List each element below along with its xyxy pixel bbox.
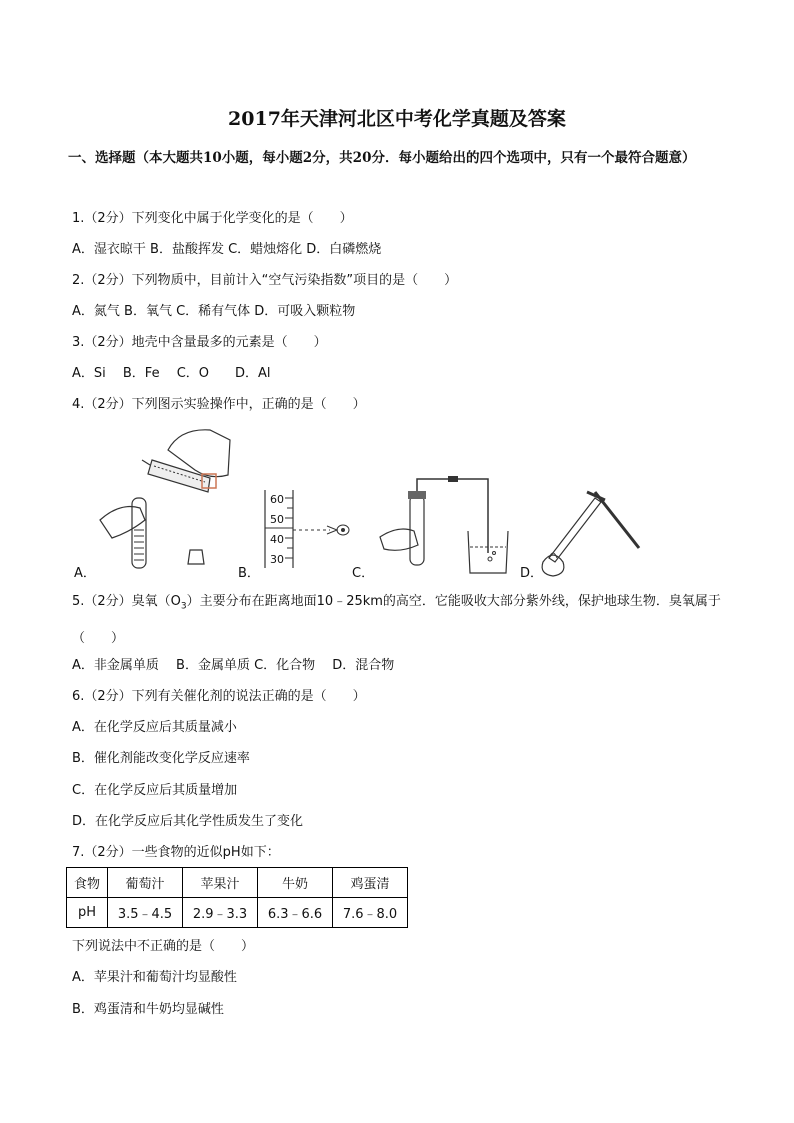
figure-b-label: B． — [238, 566, 260, 581]
ph-table-value-row — [67, 898, 408, 928]
table-cell: 6.3﹣6.6 — [258, 898, 333, 928]
q6-option-a: A．在化学反应后其质量减小 — [72, 720, 237, 735]
ph-table-header-row — [67, 868, 408, 898]
q3-options: A．Si B．Fe C．O D．Al — [72, 366, 271, 381]
scale-label-60: 60 — [270, 493, 284, 506]
q2-stem: 2.（2分）下列物质中，目前计入“空气污染指数”项目的是（ ） — [72, 273, 458, 288]
q7-option-a: A．苹果汁和葡萄汁均显酸性 — [72, 970, 237, 985]
q1-stem: 1.（2分）下列变化中属于化学变化的是（ ） — [72, 211, 353, 226]
table-cell: pH — [67, 898, 108, 928]
table-cell: 葡萄汁 — [108, 868, 183, 898]
table-cell: 食物 — [67, 868, 108, 898]
section-heading: 一、选择题（本大题共10小题，每小题2分，共20分．每小题给出的四个选项中，只有一个最符合题意） — [68, 150, 696, 166]
q5-stem-b: ）主要分布在距离地面10﹣25km的高空．它能吸收大部分紫外线，保护地球生物．臭氧属于（ ） — [72, 594, 721, 646]
q6-option-b: B．催化剂能改变化学反应速率 — [72, 751, 250, 766]
q6-stem: 6.（2分）下列有关催化剂的说法正确的是（ ） — [72, 689, 366, 704]
q3-stem: 3.（2分）地壳中含量最多的元素是（ ） — [72, 335, 327, 350]
q1-options: A．湿衣晾干 B．盐酸挥发 C．蜡烛熔化 D．白磷燃烧 — [72, 242, 382, 257]
ph-table — [66, 867, 408, 928]
q6-option-d: D．在化学反应后其化学性质发生了变化 — [72, 814, 304, 829]
table-cell: 2.9﹣3.3 — [183, 898, 258, 928]
q2-options: A．氮气 B．氧气 C．稀有气体 D．可吸入颗粒物 — [72, 304, 356, 319]
table-cell: 3.5﹣4.5 — [108, 898, 183, 928]
q5-stem — [72, 586, 732, 654]
q6-option-c: C．在化学反应后其质量增加 — [72, 783, 238, 798]
cylinder-scale — [270, 490, 284, 570]
figure-a-pouring-icon — [90, 420, 240, 580]
figure-a-label: A． — [74, 566, 96, 581]
scale-label-40: 40 — [270, 533, 284, 546]
figure-c-airtight-icon — [370, 475, 515, 580]
q7-option-b: B．鸡蛋清和牛奶均显碱性 — [72, 1002, 224, 1017]
q7-question: 下列说法中不正确的是（ ） — [72, 939, 255, 954]
table-cell: 牛奶 — [258, 868, 333, 898]
figure-d-label: D． — [520, 566, 544, 581]
table-cell: 苹果汁 — [183, 868, 258, 898]
q4-stem: 4.（2分）下列图示实验操作中，正确的是（ ） — [72, 397, 366, 412]
q4-figures — [70, 420, 670, 585]
figure-c-label: C． — [352, 566, 375, 581]
page-title: 2017年天津河北区中考化学真题及答案 — [228, 108, 566, 130]
figure-d-heating-icon — [535, 478, 655, 578]
table-cell: 7.6﹣8.0 — [333, 898, 408, 928]
q5-subscript: 3 — [180, 601, 187, 612]
q5-stem-a: 5.（2分）臭氧（O — [72, 594, 181, 609]
q7-stem: 7.（2分）一些食物的近似pH如下： — [72, 845, 280, 860]
table-cell: 鸡蛋清 — [333, 868, 408, 898]
q5-options: A．非金属单质 B．金属单质 C．化合物 D．混合物 — [72, 658, 395, 673]
scale-label-30: 30 — [270, 553, 284, 566]
scale-label-50: 50 — [270, 513, 284, 526]
